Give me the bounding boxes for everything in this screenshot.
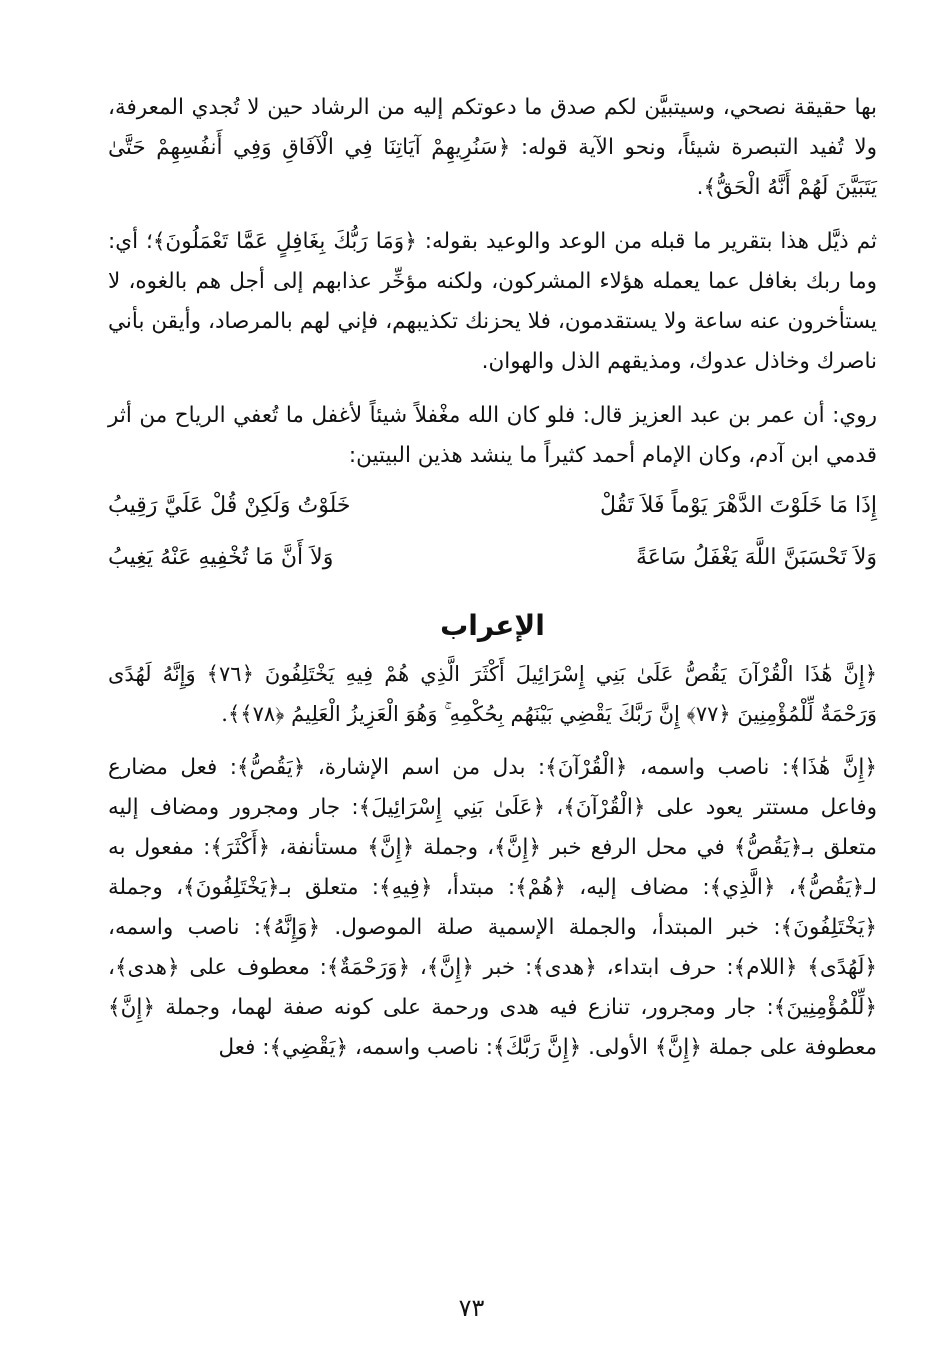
page-number: ٧٣ xyxy=(458,1294,485,1322)
paragraph-intro: بها حقيقة نصحي، وسيتبيَّن لكم صدق ما دعوتكم إليه من الرشاد حين لا تُجدي المعرفة، ولا تُفيد التبصرة شيئاً، ونحو الآية قوله: ﴿سَنُرِيهِمْ آيَاتِنَا فِي الْآفَاقِ وَفِي أَنفُسِهِمْ حَتَّىٰ يَتَبَيَّنَ لَهُمْ أَنَّهُ الْحَقُّ﴾. xyxy=(108,95,877,200)
poem-verses xyxy=(108,480,877,584)
poem-line-1-second-hemistich: خَلَوْتُ وَلَكِنْ قُلْ عَلَيَّ رَقِيبُ xyxy=(108,493,351,518)
quran-verses-block: ﴿إِنَّ هَٰذَا الْقُرْآنَ يَقُصُّ عَلَىٰ بَنِي إِسْرَائِيلَ أَكْثَرَ الَّذِي هُمْ فِيهِ يَخْتَلِفُونَ ﴿٧٦﴾ وَإِنَّهُ لَهُدًى وَرَحْمَةٌ لِّلْمُؤْمِنِينَ ﴿٧٧﴾ إِنَّ رَبَّكَ يَقْضِي بَيْنَهُم بِحُكْمِهِ ۚ وَهُوَ الْعَزِيزُ الْعَلِيمُ ﴿٧٨﴾﴾. xyxy=(108,662,877,726)
paragraph-gap xyxy=(108,208,877,222)
poem-line-2 xyxy=(108,532,877,584)
poem-line-1-first-hemistich: إِذَا مَا خَلَوْتَ الدَّهْرَ يَوْماً فَلاَ تَقُلْ xyxy=(599,493,877,518)
poem-line-2-second-hemistich: وَلاَ أَنَّ مَا تُخْفِيهِ عَنْهُ يَغِيبُ xyxy=(108,545,334,570)
poem-line-1 xyxy=(108,480,877,532)
paragraph-commentary: ثم ذيَّل هذا بتقرير ما قبله من الوعد والوعيد بقوله: ﴿وَمَا رَبُّكَ بِغَافِلٍ عَمَّا تَعْمَلُونَ﴾؛ أي: وما ربك بغافل عما يعمله هؤلاء المشركون، ولكنه مؤخِّر عذابهم إلى أجل هم بالغوه، لا يستأخرون عنه ساعة ولا يستقدمون، فلا يحزنك تكذيبهم، فإني لهم بالمرصاد، وأيقن بأني ناصرك وخاذل عدوك، ومذيقهم الذل والهوان. xyxy=(108,229,877,374)
section-heading: الإعراب xyxy=(440,609,545,642)
poem-line-2-first-hemistich: وَلاَ تَحْسَبَنَّ اللَّهَ يَغْفَلُ سَاعَةً xyxy=(636,545,877,570)
paragraph-narration: روي: أن عمر بن عبد العزيز قال: فلو كان الله مغْفلاً شيئاً لأغفل ما تُعفي الرياح من أثر قدمي ابن آدم، وكان الإمام أحمد كثيراً ما ينشد هذين البيتين: xyxy=(108,403,877,468)
paragraph-gap xyxy=(108,382,877,396)
paragraph-gap xyxy=(108,734,877,748)
paragraph-grammar-analysis: ﴿إِنَّ هَٰذَا﴾: ناصب واسمه، ﴿الْقُرْآنَ﴾: بدل من اسم الإشارة، ﴿يَقُصُّ﴾: فعل مضارع وفاعل مستتر يعود على ﴿الْقُرْآنَ﴾، ﴿عَلَىٰ بَنِي إِسْرَائِيلَ﴾: جار ومجرور ومضاف إليه متعلق بـ﴿يَقُصُّ﴾ في محل الرفع خبر ﴿إِنَّ﴾، وجملة ﴿إِنَّ﴾ مستأنفة، ﴿أَكْثَرَ﴾: مفعول به لـ﴿يَقُصُّ﴾، ﴿الَّذِي﴾: مضاف إليه، ﴿هُمْ﴾: مبتدأ، ﴿فِيهِ﴾: متعلق بـ﴿يَخْتَلِفُونَ﴾، وجملة ﴿يَخْتَلِفُونَ﴾: خبر المبتدأ، والجملة الإسمية صلة الموصول. ﴿وَإِنَّهُ﴾: ناصب واسمه، ﴿لَهُدًى﴾ ﴿اللام﴾: حرف ابتداء، ﴿هدى﴾: خبر ﴿إِنَّ﴾، ﴿وَرَحْمَةٌ﴾: معطوف على ﴿هدى﴾، ﴿لِّلْمُؤْمِنِينَ﴾: جار ومجرور، تنازع فيه هدى ورحمة على كونه صفة لهما، وجملة ﴿إِنَّ﴾ معطوفة على جملة ﴿إِنَّ﴾ الأولى. ﴿إِنَّ رَبَّكَ﴾: ناصب واسمه، ﴿يَقْضِي﴾: فعل xyxy=(108,755,877,1060)
